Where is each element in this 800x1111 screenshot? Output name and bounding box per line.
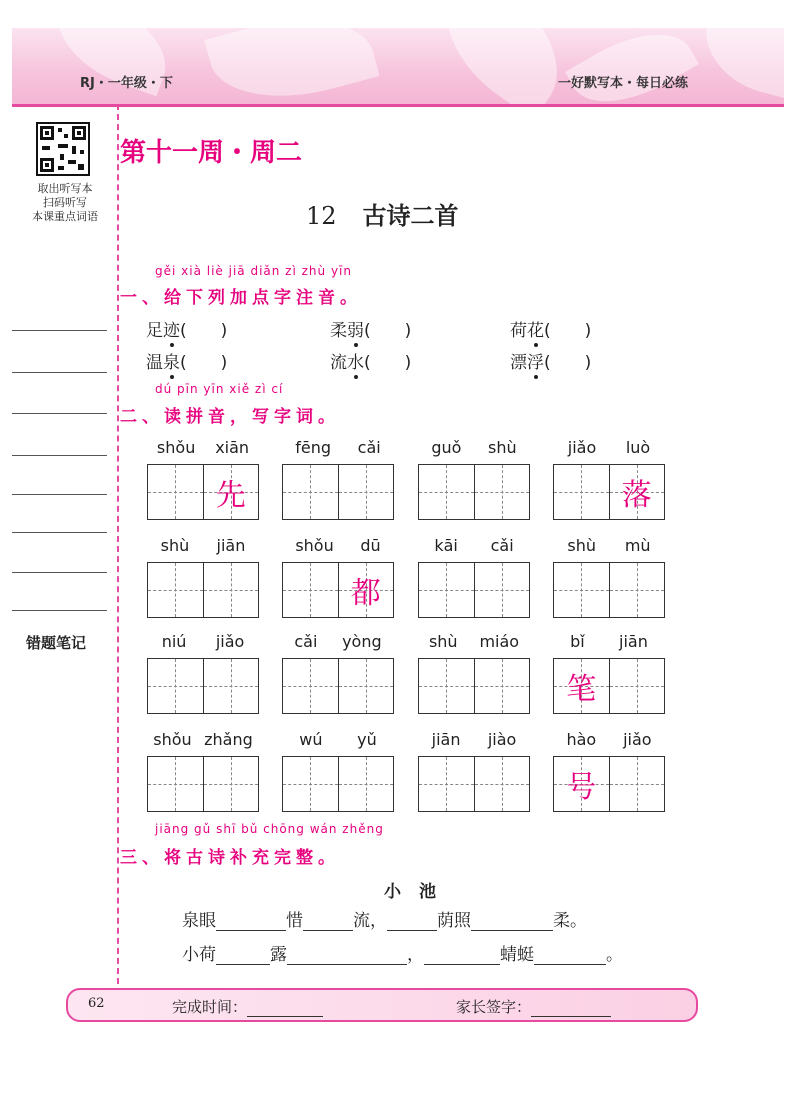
tian-grid[interactable] [282,658,394,714]
word-cell[interactable] [418,632,530,714]
tian-grid[interactable] [418,464,530,520]
cell-pinyin: fēng cǎi [295,438,381,457]
tian-grid[interactable] [553,658,665,714]
word-cell[interactable] [553,536,665,618]
dotted-word: 温泉( ) [146,353,228,373]
header-banner [12,28,784,107]
char-box[interactable] [283,563,339,617]
tian-grid[interactable] [553,562,665,618]
word-cell[interactable] [282,536,394,618]
word-cell[interactable] [147,730,259,812]
tian-grid[interactable] [418,756,530,812]
word-cell[interactable] [553,632,665,714]
char-box[interactable] [283,757,339,811]
char-box[interactable] [148,563,204,617]
answer-blank[interactable] [216,912,286,931]
char-box[interactable] [204,563,259,617]
note-line[interactable] [12,610,107,611]
note-line[interactable] [12,413,107,414]
lesson-number: 12 [306,202,337,230]
cell-pinyin: shǒu zhǎng [153,730,253,749]
char-box[interactable] [204,659,259,713]
char-box[interactable] [339,757,394,811]
dotted-word: 足迹( ) [146,321,228,341]
tian-grid[interactable] [147,464,259,520]
cell-pinyin: jiǎo luò [567,438,651,457]
cell-pinyin: wú yǔ [299,730,377,749]
note-line[interactable] [12,330,107,331]
section-3-pinyin: jiāng gǔ shī bǔ chōng wán zhěng [155,822,384,836]
word-cell[interactable] [147,536,259,618]
char-box[interactable] [610,757,665,811]
completion-time-label: 完成时间： [172,996,323,1017]
char-box[interactable]: 都 [339,563,394,617]
note-line[interactable] [12,455,107,456]
char-box[interactable] [554,563,610,617]
char-box[interactable] [419,465,475,519]
word-cell[interactable] [418,730,530,812]
cell-pinyin: shù mù [567,536,651,555]
dotted-word: 荷花( ) [510,321,592,341]
lesson-name: 古诗二首 [362,202,459,230]
char-box[interactable] [475,659,530,713]
note-line[interactable] [12,372,107,373]
poem-title: 小池 [384,882,454,902]
tian-grid[interactable] [282,562,394,618]
page-number: 62 [88,996,105,1011]
word-cell[interactable] [147,438,259,520]
qr-caption-2: 扫码听写 [43,196,87,209]
char-box[interactable] [475,563,530,617]
week-title: 第十一周・周二 [120,138,303,168]
lesson-title [306,196,459,231]
dotted-word: 流水( ) [330,353,412,373]
char-box[interactable] [610,563,665,617]
tian-grid[interactable] [282,756,394,812]
note-line[interactable] [12,532,107,533]
char-box[interactable] [339,659,394,713]
char-box[interactable] [283,465,339,519]
parent-signature-label: 家长签字： [456,996,611,1017]
answer-blank[interactable] [471,912,553,931]
dotted-word: 柔弱( ) [330,321,412,341]
cell-pinyin: niú jiǎo [161,632,245,651]
signature-blank[interactable] [531,1002,611,1017]
word-cell[interactable] [282,730,394,812]
char-box[interactable]: 笔 [554,659,610,713]
word-cell[interactable] [147,632,259,714]
tian-grid[interactable] [418,562,530,618]
dotted-word: 漂浮( ) [510,353,592,373]
cell-pinyin: shù miáo [428,632,520,651]
cell-pinyin: kāi cǎi [434,536,514,555]
word-cell[interactable] [553,730,665,812]
cell-pinyin: guǒ shù [431,438,517,457]
char-box[interactable] [204,757,259,811]
cell-pinyin: bǐ jiān [570,632,648,651]
char-box[interactable] [148,757,204,811]
char-box[interactable] [148,659,204,713]
poem-line-2: 小荷 露 ， 蜻蜓 。 [182,945,623,965]
answer-blank[interactable] [303,912,353,931]
char-box[interactable] [610,659,665,713]
poem-line-1: 泉眼 惜 流， 荫照 柔。 [182,911,587,931]
cell-pinyin: shǒu dū [295,536,381,555]
word-cell[interactable] [282,632,394,714]
note-line[interactable] [12,494,107,495]
qr-code-icon[interactable] [36,122,90,176]
char-box[interactable] [419,757,475,811]
cell-pinyin: jiān jiào [431,730,517,749]
answer-blank[interactable] [287,946,407,965]
char-box[interactable]: 号 [554,757,610,811]
qr-caption-3: 本课重点词语 [32,210,98,223]
section-2-pinyin: dú pīn yīn xiě zì cí [155,382,284,396]
char-box[interactable] [419,659,475,713]
section-1-pinyin: gěi xià liè jiā diǎn zì zhù yīn [155,264,352,278]
tian-grid[interactable] [147,562,259,618]
tian-grid[interactable] [147,756,259,812]
answer-blank[interactable] [424,946,500,965]
section-2-title: 二、读拼音，写字词。 [120,407,340,427]
char-box[interactable] [283,659,339,713]
time-blank[interactable] [247,1002,323,1017]
tian-grid[interactable] [418,658,530,714]
answer-blank[interactable] [216,946,270,965]
header-grade: RJ・一年级・下 [80,76,173,91]
answer-blank[interactable] [534,946,606,965]
word-cell[interactable] [282,438,394,520]
char-box[interactable] [475,465,530,519]
word-cell[interactable] [418,536,530,618]
header-series: 一好默写本・每日必练 [557,76,688,91]
char-box[interactable] [419,563,475,617]
cell-pinyin: cǎi yòng [294,632,382,651]
cell-pinyin: hào jiǎo [566,730,652,749]
tian-grid[interactable] [553,464,665,520]
notes-title: 错题笔记 [26,634,87,652]
char-box[interactable] [475,757,530,811]
word-cell[interactable] [553,438,665,520]
tian-grid[interactable] [282,464,394,520]
char-box[interactable]: 先 [204,465,259,519]
tian-grid[interactable] [553,756,665,812]
margin-divider [117,104,119,984]
tian-grid[interactable] [147,658,259,714]
char-box[interactable] [148,465,204,519]
section-3-title: 三、将古诗补充完整。 [120,848,340,868]
note-line[interactable] [12,572,107,573]
cell-pinyin: shǒu xiān [156,438,250,457]
cell-pinyin: shù jiān [160,536,246,555]
word-cell[interactable] [418,438,530,520]
char-box[interactable]: 落 [610,465,665,519]
char-box[interactable] [554,465,610,519]
section-1-title: 一、给下列加点字注音。 [120,288,362,308]
answer-blank[interactable] [387,912,437,931]
char-box[interactable] [339,465,394,519]
qr-caption-1: 取出听写本 [37,182,93,195]
